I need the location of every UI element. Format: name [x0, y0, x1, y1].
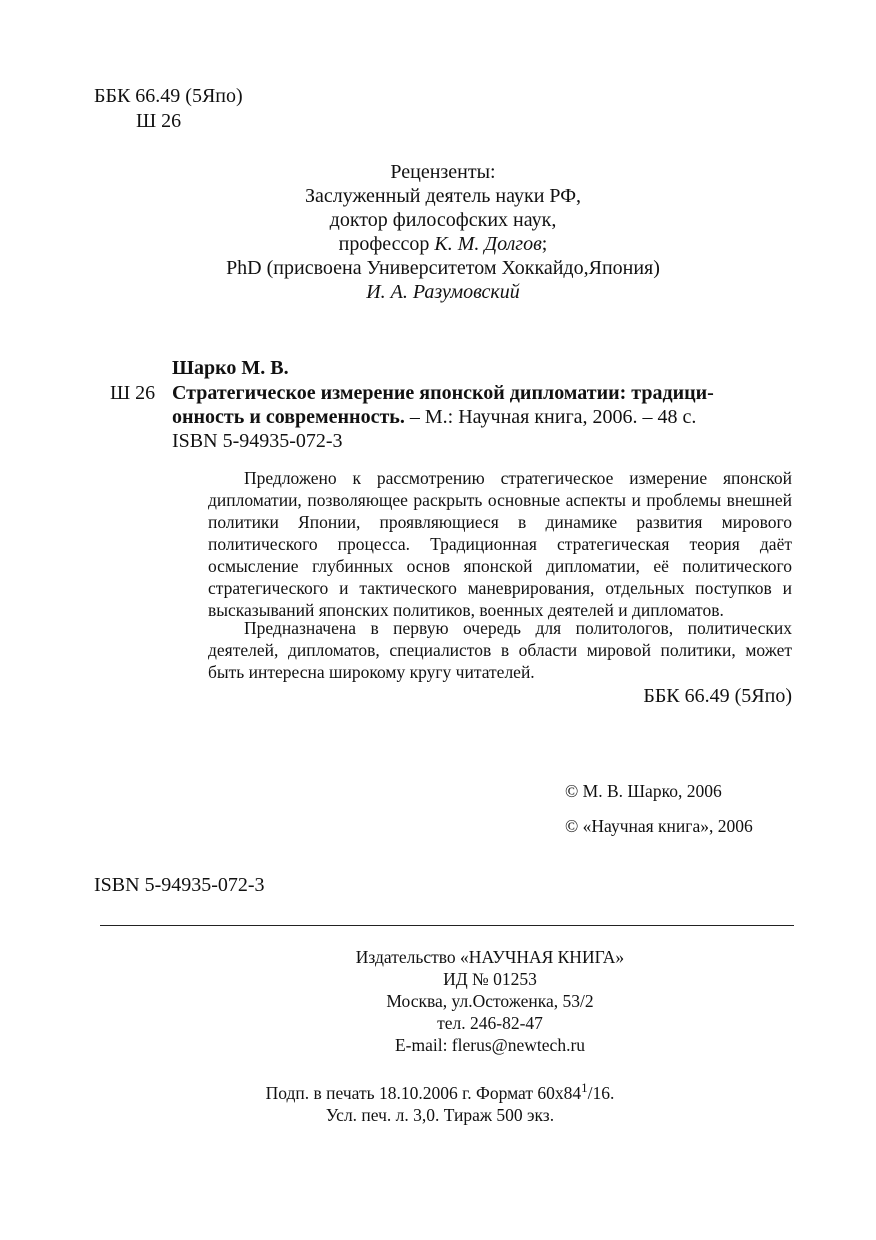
annotation-bbk: ББК 66.49 (5Япо): [643, 685, 792, 707]
entry-description: [172, 381, 812, 453]
publisher-name: Издательство «НАУЧНАЯ КНИГА»: [355, 947, 625, 967]
publisher-id: ИД № 01253: [443, 969, 537, 989]
reviewer-professor: [0, 232, 876, 256]
reviewer-line: доктор философских наук,: [329, 209, 557, 231]
print-info-format: Подп. в печать 18.10.2006 г. Формат 60х84: [265, 1083, 582, 1103]
reviewer-prof-prefix: профессор: [338, 233, 435, 255]
reviewers-title: Рецензенты:: [390, 161, 496, 183]
annotation-paragraph-2: Предназначена в первую очередь для политологов, политических деятелей, дипломатов, специалистов в области мировой политики, может быть интересна широкому кругу читателей.: [208, 618, 792, 682]
entry-title-line2: [172, 405, 812, 429]
print-info-line1: [170, 1082, 710, 1104]
reviewer-prof-name: К. М. Долгов: [434, 233, 542, 255]
divider: [100, 925, 794, 926]
reviewer-phd-name: И. А. Разумовский: [366, 281, 520, 303]
publisher-address: Москва, ул.Остоженка, 53/2: [386, 991, 594, 1011]
entry-mark: Ш 26: [110, 382, 156, 404]
reviewer-line: Заслуженный деятель науки РФ,: [304, 185, 581, 207]
format-fraction-numerator: 1: [581, 1080, 588, 1095]
author-mark: Ш 26: [136, 110, 182, 132]
reviewer-prof-suffix: ;: [541, 233, 548, 255]
reviewer-phd-line: PhD (присвоена Университетом Хоккайдо,Япония): [226, 257, 660, 279]
bbk-code: ББК 66.49 (5Япо): [94, 85, 243, 107]
entry-title-end: онность и современность.: [172, 406, 405, 428]
entry-title-line1: Стратегическое измерение японской дипломатии: традици-: [172, 382, 714, 404]
copyright-publisher: © «Научная книга», 2006: [565, 816, 753, 836]
entry-author: Шарко М. В.: [172, 357, 289, 379]
reviewers-block: [0, 160, 876, 304]
publisher-email: E-mail: flerus@newtech.ru: [394, 1035, 586, 1055]
publisher-phone: тел. 246-82-47: [437, 1013, 543, 1033]
entry-imprint: – М.: Научная книга, 2006. – 48 с.: [404, 406, 697, 428]
entry-isbn: ISBN 5-94935-072-3: [172, 430, 343, 452]
publisher-block: [240, 946, 740, 1056]
print-info-line2: Усл. печ. л. 3,0. Тираж 500 экз.: [325, 1105, 555, 1125]
format-fraction-denominator: /16.: [587, 1083, 615, 1103]
print-info: [170, 1082, 710, 1126]
annotation-paragraph-1: Предложено к рассмотрению стратегическое измерение японской дипломатии, позволяющее раскрыть основные аспекты и проблемы внешней политики Японии, проявляющиеся в динамике развития мирового политического процесса. Традиционная стратегическая теория даёт осмысление глубинных основ японской дипломатии, её политического стратегического и тактического маневрирования, отдельных поступков и высказываний японских политиков, военных деятелей и дипломатов.: [208, 468, 792, 620]
copyright-author: © М. В. Шарко, 2006: [565, 781, 722, 801]
isbn: ISBN 5-94935-072-3: [94, 874, 265, 896]
